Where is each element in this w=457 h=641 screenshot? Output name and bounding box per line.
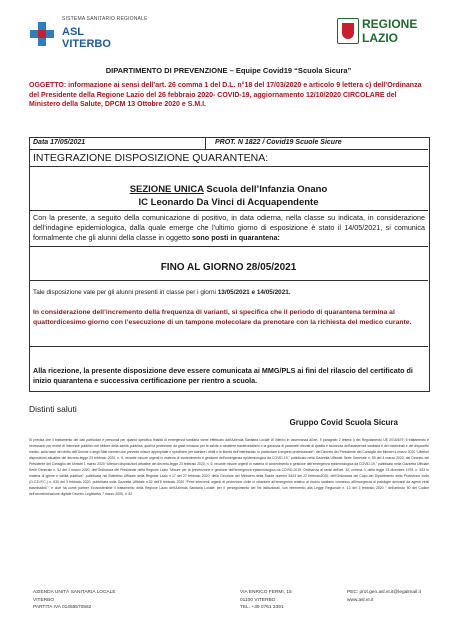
footer-company [33, 589, 116, 612]
footer-contacts [347, 589, 421, 604]
divider [29, 346, 428, 347]
footer-company-name: AZIENDA UNITÀ SANITARIA LOCALE [33, 590, 116, 595]
document-date: Data 17/05/2021 [33, 139, 86, 146]
footer-website-link[interactable]: www.asl.vt.it [347, 597, 374, 603]
divider [29, 246, 428, 247]
communication-paragraph [33, 213, 425, 242]
divider [29, 166, 428, 167]
privacy-fineprint: Si precisa che il trattamento dei dati particolari e personali per quanto specifica finalità di emergenza sanitaria viene effettuato dall’Azienda Sanitaria Locale di Viterbo in osservanza all’art. 9 paragrafo 2 lettera i) del Regolamento UE 2016/679 “il trattamento è necessario per motivi di interesse pubblico nel settore della sanità pubblica, quali la protezione da gravi minacce per la salute a carattere transfrontaliero o la garanzia di parametri elevati di qualità e sicurezza dell’assistenza sanitaria e dei medicinali e dei dispositivi medici, sulla base del diritto dell’Unione o degli Stati membri che prevede misure appropriate e specifiche per tutelare i diritti e le libertà dell’interessato, in particolare il segreto professionale”; del Decreto del Presidente del Consiglio dei Ministri 4 marzo 2020 “Ulteriori disposizioni attuative del decreto-legge 23 febbraio 2020, n. 6, recante misure urgenti in materia di contenimento e gestione dell’emergenza epidemiologica da COVID-19,” pubblicato nella Gazzetta Ufficiale Serie Generale n. 55 del 4 marzo 2020; del Decreto del Presidente del Consiglio dei Ministri 1 marzo 2020 “Ulteriori disposizioni attuative del decreto-legge 23 febbraio 2020, n. 6, recante misure urgenti in materia di contenimento e gestione dell’emergenza epidemiologica da COVID-19,” pubblicato nella Gazzetta Ufficiale Serie Generale n. 52 del 1 marzo 2020; dell’Ordinanza del Presidente della Regione Lazio “Misure per la prevenzione e gestione dell’emergenza epidemiologica da COVID-2019. Ordinanza ai sensi dell’art. 32, comma 3, della legge 23 dicembre 1978, n. 833 in materia di igiene e sanità pubblica”, pubblicata nel Bollettino Ufficiale della Regione Lazio n.17 del 27 febbraio 2020; della Circolare del Ministero della Salute numero 5443 del 22 febbraio2020; dell’Ordinanza del Capo del Dipartimento della Protezione civile (O.C.D.P.C.) n. 630 del 3 febbraio 2020, pubblicata sulla Gazzetta Ufficiale n.32 dell’8 febbraio 2020 “Primi interventi urgenti di protezione civile in relazione all’emergenza relativo al rischio sanitario connesso all’insorgenza di patologie derivanti da agenti virali trasmissibili.”, e cioè ha come partner Ecosostenibile il trattamento della Regione Lazio dell’Azienda Sanitaria Locale: per il perseguimento dei fini istituzionali, con riferimento alla Legge Regionale n. 13 del 3 febbraio 2020 “ dell’articolo 50 del Codice dell’amministrazione digitale Decreto Legislativo 7 marzo 2005, n. 82 [29, 438, 429, 496]
footer-address [240, 589, 292, 612]
divider [29, 280, 428, 281]
protocol-row [29, 137, 428, 150]
footer-vat: PARTITA IVA 01455570562 [33, 605, 92, 610]
attendance-text: Tale disposizione vale per gli alunni presenti in classe per i giorni [33, 289, 218, 296]
asl-system-label: SISTEMA SANITARIO REGIONALE [62, 16, 148, 22]
section-school [29, 184, 428, 195]
footer-postal: 01100 VITERBO [240, 597, 276, 603]
divider [29, 210, 428, 211]
footer-company-city: VITERBO [33, 597, 55, 603]
regione-lazio-emblem-icon [337, 18, 359, 44]
section-label: SEZIONE UNICA [129, 184, 204, 195]
date-cell [29, 137, 206, 149]
integration-title: INTEGRAZIONE DISPOSIZIONE QUARANTENA: [33, 152, 269, 164]
asl-name: ASL [62, 26, 84, 38]
asl-cross-icon [30, 22, 54, 46]
protocol-number: PROT. N 1822 / Covid19 Scuole Sicure [215, 139, 342, 146]
footer-pec-link[interactable]: PEC: prot.gen.asl.vt.it@legalmail.it [347, 590, 421, 595]
communication-text: Con la presente, a seguito della comunicazione di positivo, in data odierna, nella classe su indicata, in considerazione dell’indagine epidemiologica, dalla quale emerge che l’ultimo giorno di esposizione è stato il 14/05/2021, si comunica formalmente che gli alunni della classe in oggetto [33, 213, 425, 242]
variants-paragraph: In considerazione dell’incremento della frequenza di varianti, si specifica che il periodo di quarantena termina al quattordicesimo giorno con l’esecuzione di un tampone molecolare da prenotare con la richiesta del medico curante. [33, 309, 412, 326]
mmg-pls-paragraph: Alla ricezione, la presente disposizione deve essere comunicata ai MMG/PLS ai fini del rilascio del certificato di inizio quarantena e successiva certificazione per rientro a scuola. [33, 366, 413, 385]
department-title: DIPARTIMENTO DI PREVENZIONE – Equipe Covid19 “Scuola Sicura” [105, 66, 352, 75]
institute-name: IC Leonardo Da Vinci di Acquapendente [138, 197, 319, 208]
footer-phone: TEL. +39 0761 3391 [240, 605, 284, 610]
signature-group: Gruppo Covid Scuola Sicura [289, 418, 398, 427]
quarantine-end-date: FINO AL GIORNO 28/05/2021 [160, 262, 297, 273]
asl-city: VITERBO [62, 38, 111, 50]
lazio-logo-line2: LAZIO [362, 31, 398, 45]
footer-street: VIA ENRICO FERMI, 15 [240, 590, 292, 595]
attendance-dates: 13/05/2021 e 14/05/2021. [217, 289, 291, 296]
school-name: Scuola dell’Infanzia Onano [203, 184, 328, 195]
subject-paragraph: OGGETTO: informazione ai sensi dell’art. 26 comma 1 del D.L. n°18 del 17/03/2020 e articolo 9 lettera c) dell’Ordinanza del Presidente della Regione Lazio del 26 febbraio 2020- COVID-19, aggiornamento 12/10/2020 CIRCOLARE del Ministero della Salute, DPCM 13 Ottobre 2020 e S.M.I. [29, 82, 422, 109]
quarantine-emphasis: sono posti in quarantena: [192, 232, 280, 242]
lazio-logo-line1: REGIONE [362, 17, 418, 31]
attendance-paragraph [33, 288, 425, 297]
greeting: Distinti saluti [29, 404, 77, 414]
